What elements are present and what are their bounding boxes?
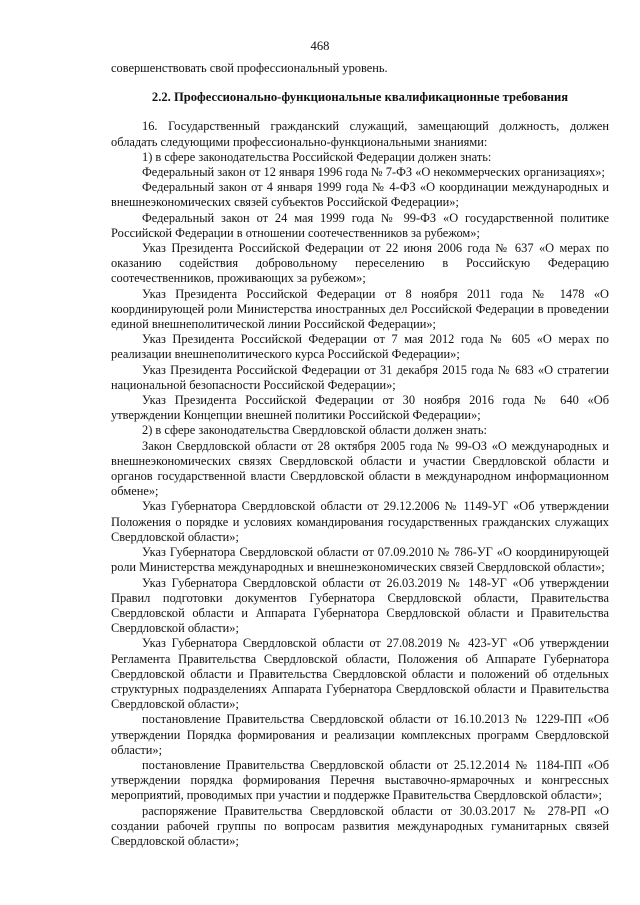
section-heading: 2.2. Профессионально-функциональные квалификационные требования bbox=[151, 90, 569, 105]
paragraph: постановление Правительства Свердловской области от 16.10.2013 № 1229-ПП «Об утверждении Порядка формирования и реализации комплексных программ Свердловской области»; bbox=[111, 712, 609, 757]
paragraph: 2) в сфере законодательства Свердловской области должен знать: bbox=[142, 423, 487, 438]
paragraph: распоряжение Правительства Свердловской области от 30.03.2017 № 278-РП «О создании рабочей группы по вопросам развития международных гуманитарных связей Свердловской области»; bbox=[111, 803, 609, 848]
paragraph: Федеральный закон от 4 января 1999 года № 4-ФЗ «О координации международных и внешнеэкономических связей субъектов Российской Федерации»; bbox=[111, 180, 609, 210]
document-body bbox=[111, 61, 609, 849]
paragraph: Указ Президента Российской Федерации от 8 ноября 2011 года № 1478 «О координирующей роли Министерства иностранных дел Российской Федерации в проведении единой внешнеполитической линии Российской Федерации»; bbox=[111, 286, 609, 332]
paragraph: Указ Президента Российской Федерации от 31 декабря 2015 года № 683 «О стратегии национальной безопасности Российской Федерации»; bbox=[111, 362, 609, 392]
paragraph: Федеральный закон от 12 января 1996 года № 7-ФЗ «О некоммерческих организациях»; bbox=[142, 165, 605, 180]
paragraph: 16. Государственный гражданский служащий, замещающий должность, должен обладать следующими профессионально-функциональными знаниями: bbox=[111, 119, 609, 149]
paragraph: Указ Президента Российской Федерации от 7 мая 2012 года № 605 «О мерах по реализации внешнеполитического курса Российской Федерации»; bbox=[111, 332, 609, 362]
paragraph: 1) в сфере законодательства Российской Федерации должен знать: bbox=[142, 149, 492, 164]
lead-line: совершенствовать свой профессиональный уровень. bbox=[111, 61, 388, 75]
paragraph: постановление Правительства Свердловской области от 25.12.2014 № 1184-ПП «Об утверждении порядка формирования Перечня выставочно-ярмарочных и конгрессных мероприятий, проводимых при участии и поддержке Правительства Свердловской области»; bbox=[111, 757, 609, 803]
paragraph: Указ Президента Российской Федерации от 22 июня 2006 года № 637 «О мерах по оказанию содействия добровольному переселению в Российскую Федерацию соотечественников, проживающих за рубежом»; bbox=[111, 241, 609, 286]
paragraph: Указ Губернатора Свердловской области от 07.09.2010 № 786-УГ «О координирующей роли Министерства международных и внешнеэкономических связей Свердловской области»; bbox=[111, 545, 609, 575]
paragraph: Указ Губернатора Свердловской области от 29.12.2006 № 1149-УГ «Об утверждении Положения о порядке и условиях командирования государственных гражданских служащих Свердловской области»; bbox=[111, 499, 609, 544]
paragraph: Федеральный закон от 24 мая 1999 года № 99-ФЗ «О государственной политике Российской Федерации в отношении соотечественников за рубежом»; bbox=[111, 210, 609, 240]
paragraph: Указ Губернатора Свердловской области от 27.08.2019 № 423-УГ «Об утверждении Регламента Правительства Свердловской области, Положения об Аппарате Губернатора Свердловской области и Правительства Свердловской области и положений об отдельных структурных подразделениях Аппарата Губернатора Свердловской области и Правительства Свердловской области»; bbox=[111, 636, 609, 712]
paragraph: Указ Губернатора Свердловской области от 26.03.2019 № 148-УГ «Об утверждении Правил подготовки документов Губернатора Свердловской области, Правительства Свердловской области и Аппарата Губернатора Свердловской области и Правительства Свердловской области»; bbox=[111, 575, 609, 636]
paragraph: Указ Президента Российской Федерации от 30 ноября 2016 года № 640 «Об утверждении Концепции внешней политики Российской Федерации»; bbox=[111, 393, 609, 423]
paragraph: Закон Свердловской области от 28 октября 2005 года № 99-ОЗ «О международных и внешнеэкономических связях Свердловской области и участии Свердловской области и органов государственной власти Свердловской области в международном информационном обмене»; bbox=[111, 438, 609, 499]
page-number: 468 bbox=[310, 39, 330, 53]
